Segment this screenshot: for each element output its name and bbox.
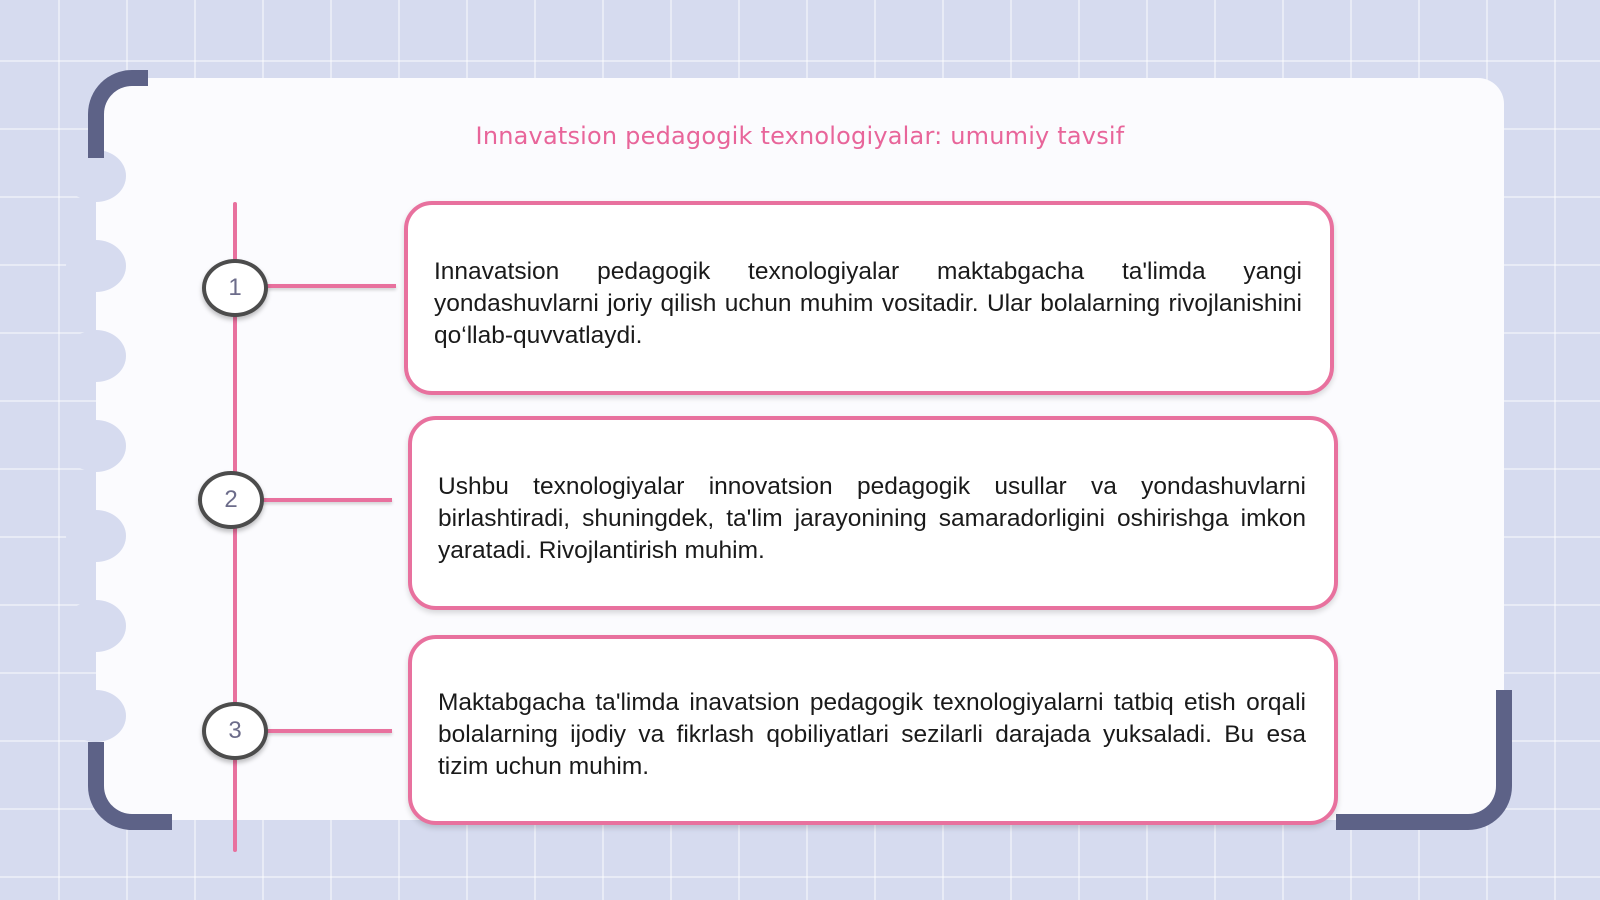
paper-notch	[66, 600, 126, 652]
paper-notch	[66, 690, 126, 742]
paper-notch	[66, 330, 126, 382]
timeline-item-1	[404, 201, 1334, 395]
timeline-node-3	[202, 702, 268, 760]
corner-bracket-bottom-right	[1336, 690, 1512, 830]
timeline-connector	[266, 284, 396, 288]
timeline-node-number: 3	[228, 717, 242, 744]
paper-notch	[66, 240, 126, 292]
timeline-connector	[266, 729, 392, 733]
timeline-connector	[262, 498, 392, 502]
timeline-node-1	[202, 259, 268, 317]
timeline-item-text: Maktabgacha ta'limda inavatsion pedagogik texnologiyalarni tatbiq etish orqali bolalarning ijodiy va fikrlash qobiliyatlari sezilarli darajada yuksaladi. Bu esa tizim uchun muhim.	[438, 689, 1306, 780]
paper-notch	[66, 420, 126, 472]
corner-bracket-bottom-left	[88, 742, 172, 830]
timeline-node-number: 2	[224, 486, 238, 513]
timeline-item-2	[408, 416, 1338, 610]
timeline-item-text: Ushbu texnologiyalar innovatsion pedagogik usullar va yondashuvlarni birlashtiradi, shuningdek, ta'lim jarayonining samaradorligini oshirishga imkon yaratadi. Rivojlantirish muhim.	[438, 473, 1306, 564]
slide-title: Innavatsion pedagogik texnologiyalar: umumiy tavsif	[475, 122, 1125, 150]
timeline-node-2	[198, 471, 264, 529]
paper-notch	[66, 510, 126, 562]
timeline-item-text: Innavatsion pedagogik texnologiyalar maktabgacha ta'limda yangi yondashuvlarni joriy qilish uchun muhim vositadir. Ular bolalarning rivojlanishini qo‘llab-quvvatlaydi.	[434, 258, 1302, 349]
timeline-item-3	[408, 635, 1338, 825]
timeline-node-number: 1	[228, 274, 242, 301]
